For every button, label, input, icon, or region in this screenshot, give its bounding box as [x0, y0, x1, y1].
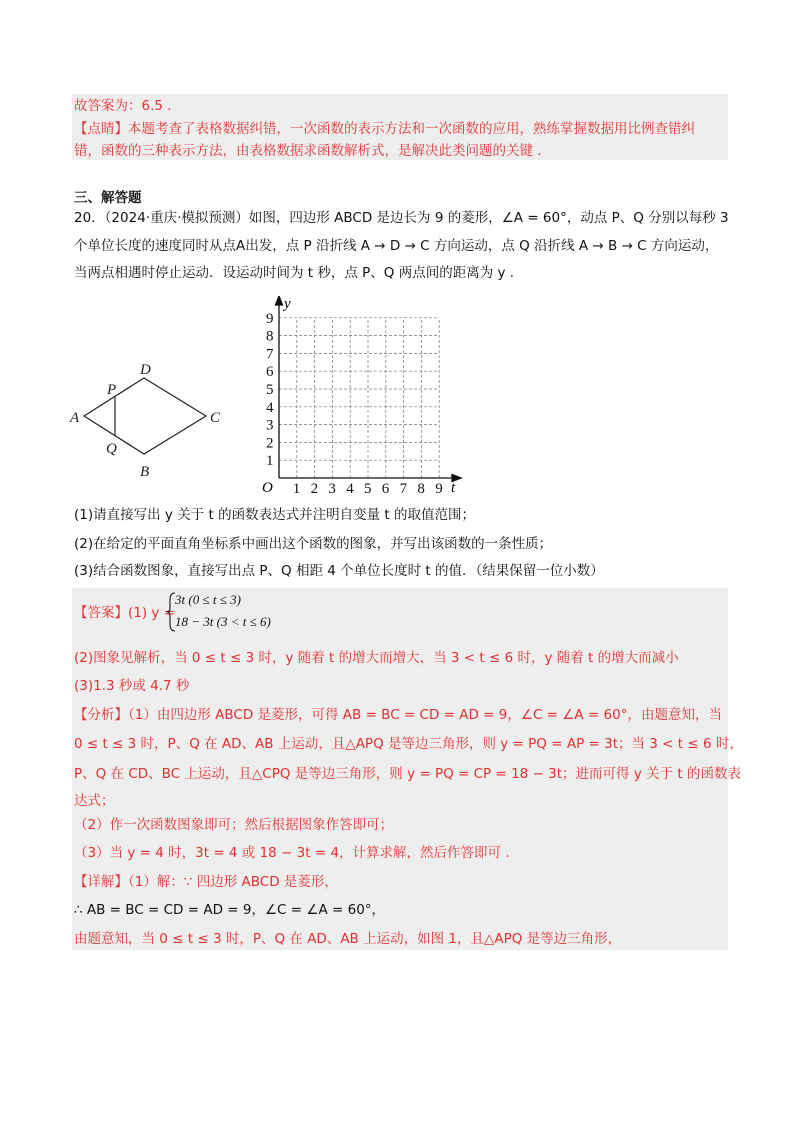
x-axis-label: t: [451, 480, 456, 496]
analysis-line-5: （2）作一次函数图象即可；然后根据图象作答即可；: [74, 817, 394, 833]
x-tick-label: 2: [310, 481, 319, 496]
question-1: (1)请直接写出 y 关于 t 的函数表达式并注明自变量 t 的取值范围；: [74, 507, 475, 523]
label-c: C: [210, 410, 221, 426]
y-axis-label: y: [284, 296, 291, 312]
detail-line-2: ∴ AB = BC = CD = AD = 9，∠C = ∠A = 60°，: [74, 902, 386, 918]
analysis-line-4: 达式；: [74, 793, 115, 809]
question-2: (2)在给定的平面直角坐标系中画出这个函数的图象，并写出该函数的一条性质；: [74, 536, 553, 552]
y-tick-label: 7: [266, 346, 274, 363]
x-tick-label: 5: [364, 481, 372, 496]
label-a: A: [70, 410, 80, 426]
analysis-line-2: 0 ≤ t ≤ 3 时，P、Q 在 AD、AB 上运动，且△APQ 是等边三角形，则 y = PQ = AP = 3t；当 3 < t ≤ 6 时，: [74, 736, 743, 752]
prev-comment-line-2: 错，函数的三种表示方法，由表格数据求函数解析式，是解决此类问题的关键 .: [74, 143, 542, 159]
prev-answer-line: 故答案为：6.5 .: [74, 98, 172, 114]
label-q: Q: [106, 441, 117, 457]
y-tick-label: 6: [266, 364, 274, 381]
analysis-line-1: 【分析】（1）由四边形 ABCD 是菱形，可得 AB = BC = CD = AD = 9，∠C = ∠A = 60°，由题意知，当: [74, 707, 722, 723]
analysis-line-3: P、Q 在 CD、BC 上运动，且△CPQ 是等边三角形，则 y = PQ = CP = 18 − 3t；进而可得 y 关于 t 的函数表: [74, 766, 741, 782]
detail-line-1: 【详解】（1）解：∵ 四边形 ABCD 是菱形，: [74, 874, 338, 890]
prev-comment-line-1: 【点睛】本题考查了表格数据纠错，一次函数的表示方法和一次函数的应用，熟练掌握数据用比例查错纠: [74, 121, 695, 137]
y-tick-label: 4: [266, 399, 274, 416]
detail-line-3: 由题意知，当 0 ≤ t ≤ 3 时，P、Q 在 AD、AB 上运动，如图 1，且△APQ 是等边三角形，: [74, 931, 622, 947]
rhombus-figure: [66, 358, 236, 478]
analysis-line-6: （3）当 y = 4 时，3t = 4 或 18 − 3t = 4，计算求解，然后作答即可 .: [74, 845, 510, 861]
y-tick-label: 5: [266, 382, 274, 398]
answer-3: (3)1.3 秒或 4.7 秒: [74, 678, 190, 694]
x-tick-label: 7: [399, 481, 408, 496]
label-b: B: [140, 464, 150, 478]
x-tick-label: 6: [381, 481, 390, 496]
y-tick-label: 9: [266, 310, 274, 327]
problem-line-2: 个单位长度的速度同时从点A出发，点 P 沿折线 A → D → C 方向运动，点 Q 沿折线 A → B → C 方向运动，: [74, 238, 719, 254]
y-axis-arrow: [276, 296, 283, 305]
origin-label: O: [262, 480, 273, 496]
coordinate-grid: [255, 296, 470, 496]
problem-line-3: 当两点相遇时停止运动．设运动时间为 t 秒，点 P、Q 两点间的距离为 y .: [74, 265, 515, 281]
answer-case-1: 3t (0 ≤ t ≤ 3): [175, 592, 241, 607]
x-tick-label: 9: [435, 481, 443, 496]
answer-case-2: 18 − 3t (3 < t ≤ 6): [175, 614, 271, 629]
x-tick-label: 1: [292, 481, 301, 496]
x-tick-label: 4: [346, 481, 354, 496]
problem-line-1: 20．（2024·重庆·模拟预测）如图，四边形 ABCD 是边长为 9 的菱形，∠A = 60°，动点 P、Q 分别以每秒 3: [74, 210, 729, 226]
answer-label: 【答案】(1) y =: [74, 605, 176, 621]
y-tick-label: 1: [266, 453, 274, 470]
rhombus-shape: [84, 378, 206, 454]
label-d: D: [140, 362, 151, 378]
y-tick-label: 8: [266, 328, 274, 345]
label-p: P: [107, 382, 117, 398]
x-tick-label: 8: [417, 481, 425, 496]
section-title: 三、解答题: [74, 190, 142, 206]
question-3: (3)结合函数图象，直接写出点 P、Q 相距 4 个单位长度时 t 的值．（结果保留一位小数）: [74, 563, 604, 579]
x-tick-label: 3: [328, 481, 336, 496]
y-tick-label: 2: [266, 435, 274, 452]
answer-2: (2)图象见解析，当 0 ≤ t ≤ 3 时，y 随着 t 的增大而增大，当 3 < t ≤ 6 时，y 随着 t 的增大而减小: [74, 650, 679, 666]
y-tick-label: 3: [266, 417, 274, 434]
